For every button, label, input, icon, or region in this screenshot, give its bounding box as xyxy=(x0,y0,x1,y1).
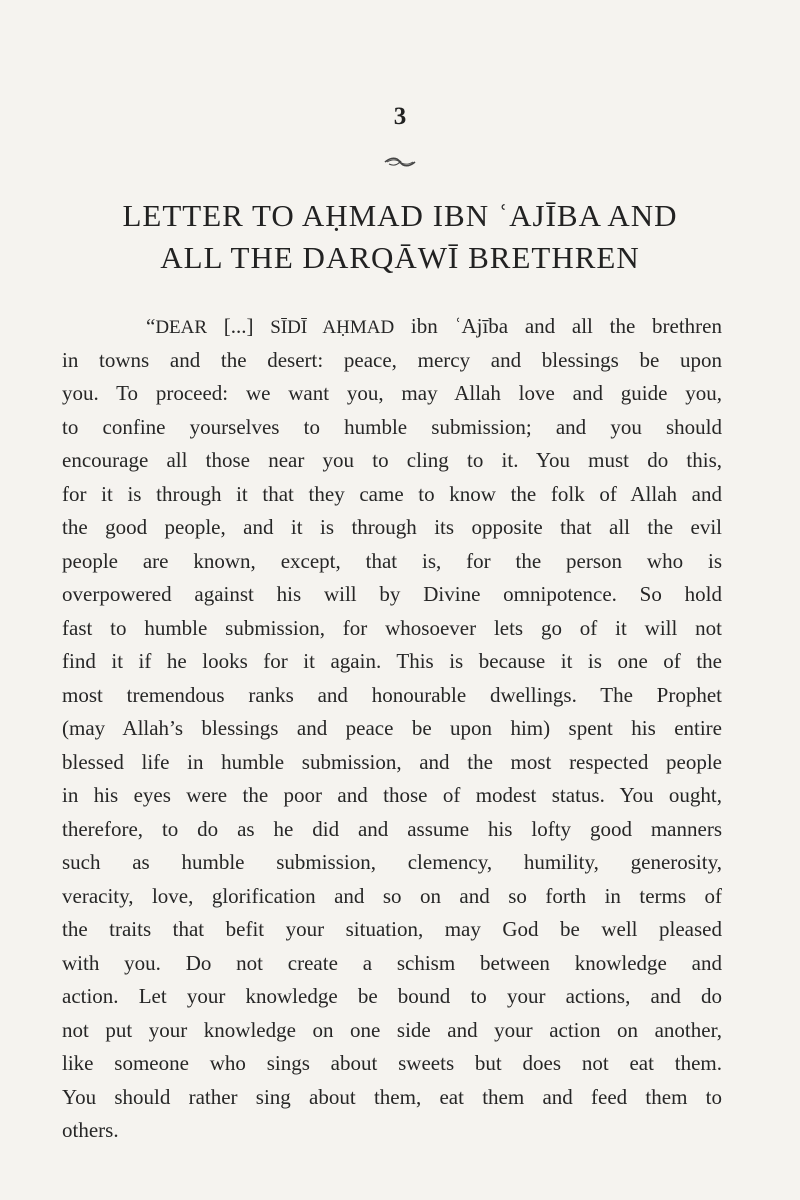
body-line: in towns and the desert: peace, mercy and blessings be upon xyxy=(62,347,722,372)
salutation-ellipsis: [...] xyxy=(207,314,271,338)
body-line: for it is through it that they came to know the folk of Allah and xyxy=(62,481,722,506)
opening-quote: “ xyxy=(146,314,156,338)
body-line: the traits that befit your situation, may God be well pleased xyxy=(62,917,722,941)
chapter-title-line-2: ALL THE DARQĀWĪ BRETHREN xyxy=(160,240,640,275)
salutation-rest: ibn ʿAjība and all the brethren xyxy=(394,314,722,338)
body-line: with you. Do not create a schism between knowledge and xyxy=(62,950,722,975)
body-line: not put your knowledge on one side and your action on another, xyxy=(62,1017,722,1042)
fleuron-ornament-icon xyxy=(383,155,417,169)
body-line: encourage all those near you to cling to it. You must do this, xyxy=(62,448,722,472)
body-line: You should rather sing about them, eat them and feed them to xyxy=(62,1084,722,1109)
body-line: therefore, to do as he did and assume his lofty good manners xyxy=(62,816,722,841)
body-line: people are known, except, that is, for the person who is xyxy=(62,548,722,573)
letter-body xyxy=(62,310,722,1148)
body-line: action. Let your knowledge be bound to your actions, and do xyxy=(62,984,722,1008)
chapter-title xyxy=(60,195,740,279)
body-line: find it if he looks for it again. This is because it is one of the xyxy=(62,649,722,673)
body-line: the good people, and it is through its opposite that all the evil xyxy=(62,515,722,539)
body-line: to confine yourselves to humble submission; and you should xyxy=(62,414,722,439)
body-line: fast to humble submission, for whosoever lets go of it will not xyxy=(62,615,722,640)
body-line: blessed life in humble submission, and the most respected people xyxy=(62,749,722,774)
chapter-title-line-1: LETTER TO AḤMAD IBN ʿAJĪBA AND xyxy=(122,198,678,233)
salutation-name: SĪDĪ AḤMAD xyxy=(270,317,395,338)
body-line: others. xyxy=(62,1118,119,1142)
chapter-number: 3 xyxy=(393,103,407,130)
salutation-dear: DEAR xyxy=(155,317,208,338)
body-line: such as humble submission, clemency, humility, generosity, xyxy=(62,850,722,874)
body-line-1 xyxy=(62,310,722,344)
body-line: most tremendous ranks and honourable dwellings. The Prophet xyxy=(62,682,722,707)
body-line: like someone who sings about sweets but does not eat them. xyxy=(62,1051,722,1075)
body-line: overpowered against his will by Divine omnipotence. So hold xyxy=(62,582,722,606)
body-line: veracity, love, glorification and so on and so forth in terms of xyxy=(62,883,722,908)
body-line: in his eyes were the poor and those of modest status. You ought, xyxy=(62,783,722,807)
body-line: you. To proceed: we want you, may Allah love and guide you, xyxy=(62,381,722,405)
body-line: (may Allah’s blessings and peace be upon him) spent his entire xyxy=(62,716,722,740)
